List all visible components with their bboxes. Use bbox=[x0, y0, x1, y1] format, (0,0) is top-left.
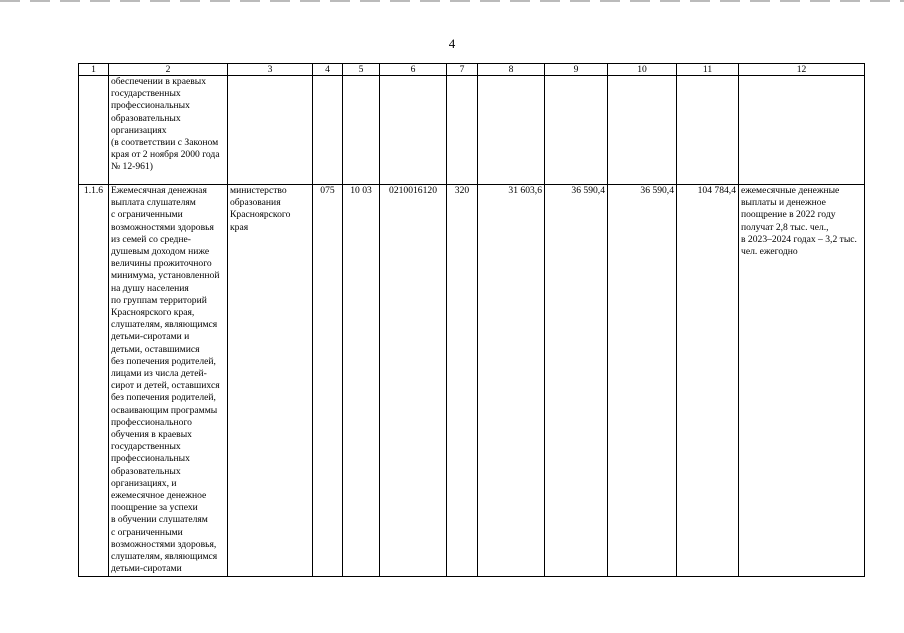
expected-result bbox=[739, 76, 865, 185]
amount-col-10 bbox=[608, 76, 677, 185]
amount-total bbox=[677, 76, 739, 185]
budget-table bbox=[78, 63, 865, 577]
amount-total: 104 784,4 bbox=[677, 185, 739, 577]
column-number-row bbox=[79, 64, 865, 76]
amount-col-9: 36 590,4 bbox=[545, 185, 608, 577]
amount-col-10: 36 590,4 bbox=[608, 185, 677, 577]
administrator: министерство образования Красноярского края bbox=[228, 185, 313, 577]
target-article-code bbox=[380, 76, 447, 185]
page-number: 4 bbox=[448, 36, 456, 51]
column-number: 9 bbox=[545, 64, 608, 76]
amount-col-8 bbox=[478, 76, 545, 185]
column-number: 4 bbox=[313, 64, 343, 76]
grbs-code bbox=[313, 76, 343, 185]
column-number: 12 bbox=[739, 64, 865, 76]
target-article-code: 0210016120 bbox=[380, 185, 447, 577]
table-row bbox=[79, 185, 865, 577]
amount-col-9 bbox=[545, 76, 608, 185]
expense-type-code bbox=[447, 76, 478, 185]
row-number: 1.1.6 bbox=[79, 185, 109, 577]
column-number: 6 bbox=[380, 64, 447, 76]
row-number bbox=[79, 76, 109, 185]
column-number: 8 bbox=[478, 64, 545, 76]
measure-description: Ежемесячная денежная выплата слушателям с ограниченными возможностями здоровья из семей со средне- душевым доходом ниже величины прожиточного минимума, установленной на душу населения по группам территорий Красноярского края, слушателям, являющимся детьми-сиротами и детьми, оставшимися без попечения родителей, лицами из числа детей- сирот и детей, оставшихся без попечения родителей, осваивающим программы профессионального обучения в краевых государственных профессиональных образовательных организациях, и ежемесячное денежное поощрение за успехи в обучении слушателям с ограниченными возможностями здоровья, слушателям, являющимся детьми-сиротами bbox=[109, 185, 228, 577]
column-number: 2 bbox=[109, 64, 228, 76]
section-code: 10 03 bbox=[343, 185, 380, 577]
column-number: 10 bbox=[608, 64, 677, 76]
table-row bbox=[79, 76, 865, 185]
column-number: 7 bbox=[447, 64, 478, 76]
expected-result: ежемесячные денежные выплаты и денежное поощрение в 2022 году получат 2,8 тыс. чел., в 2023–2024 годах – 3,2 тыс. чел. ежегодно bbox=[739, 185, 865, 577]
administrator bbox=[228, 76, 313, 185]
scan-top-edge bbox=[0, 0, 904, 2]
grbs-code: 075 bbox=[313, 185, 343, 577]
column-number: 5 bbox=[343, 64, 380, 76]
measure-description: обеспечении в краевых государственных профессиональных образовательных организациях (в соответствии с Законом края от 2 ноября 2000 года № 12-961) bbox=[109, 76, 228, 185]
column-number: 1 bbox=[79, 64, 109, 76]
column-number: 11 bbox=[677, 64, 739, 76]
amount-col-8: 31 603,6 bbox=[478, 185, 545, 577]
column-number: 3 bbox=[228, 64, 313, 76]
section-code bbox=[343, 76, 380, 185]
expense-type-code: 320 bbox=[447, 185, 478, 577]
